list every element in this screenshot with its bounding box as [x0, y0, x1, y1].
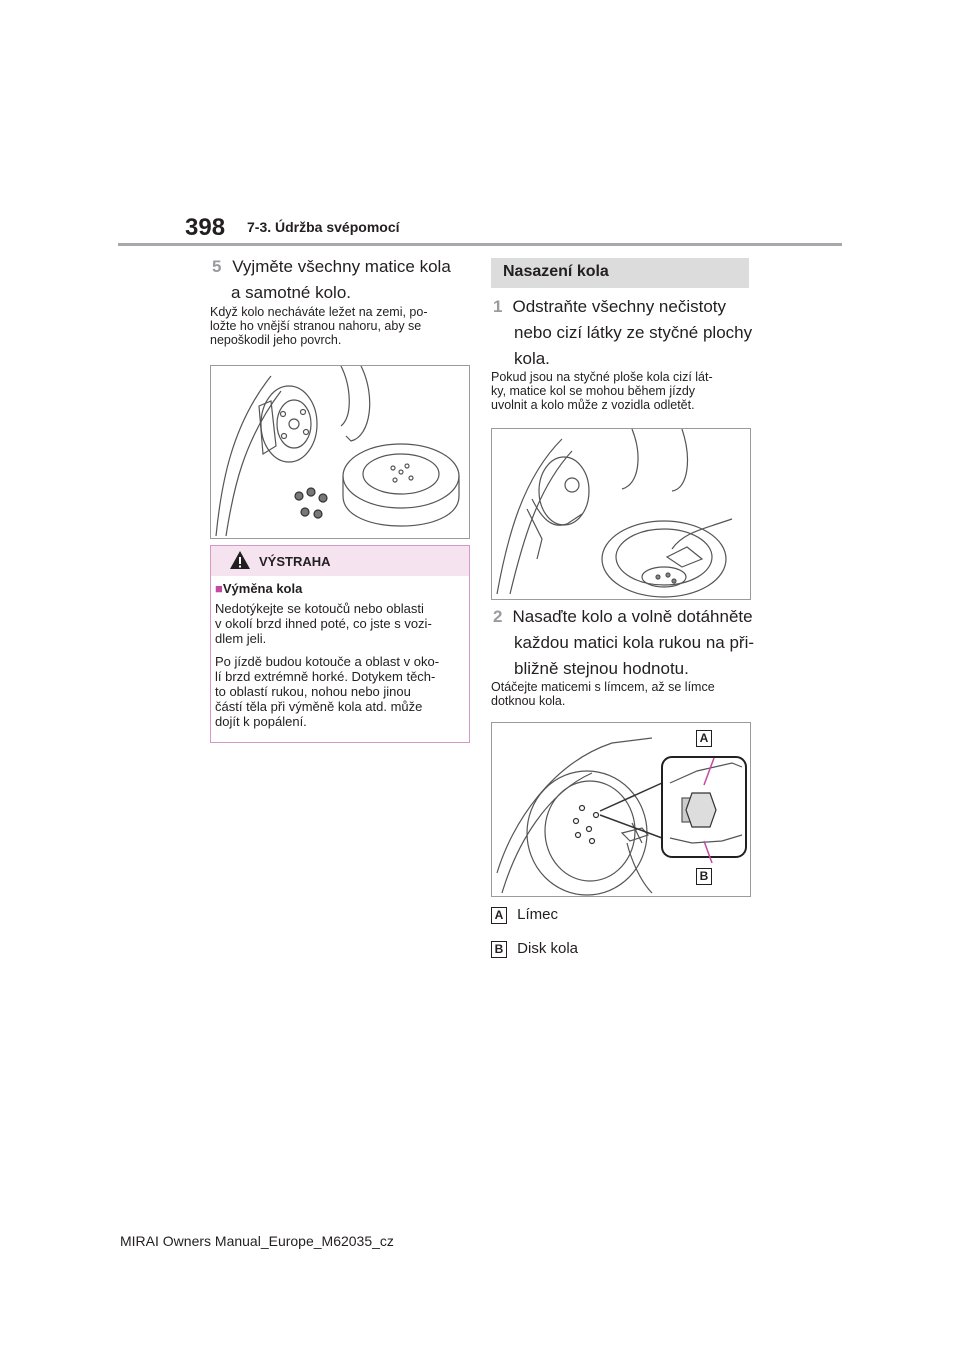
step-text-line: Nasaďte kolo a volně dotáhněte [512, 607, 753, 626]
step-text-line: a samotné kolo. [231, 283, 352, 302]
figure-cleaning-surfaces [491, 428, 751, 600]
figure-wheel-removed [210, 365, 470, 539]
warning-paragraph-1 [215, 601, 465, 646]
warning-triangle-icon [229, 550, 251, 570]
legend-key: B [491, 941, 507, 958]
callout-b: B [696, 868, 712, 885]
note-collar-nuts [491, 680, 756, 708]
note-line: Když kolo necháváte ležet na zemi, po- [210, 305, 428, 319]
note-line: dotknou kola. [491, 694, 566, 708]
warning-title: VÝSTRAHA [259, 554, 331, 569]
warning-subheading-text: Výměna kola [222, 581, 303, 596]
note-wheel-storage [210, 305, 472, 347]
warning-line: lí brzd extrémně horké. Dotykem těch- [215, 669, 436, 684]
warning-box [210, 545, 470, 743]
note-line: ky, matice kol se mohou během jízdy [491, 384, 696, 398]
callout-a: A [696, 730, 712, 747]
note-line: uvolnit a kolo může z vozidla odletět. [491, 398, 695, 412]
note-line: ložte ho vnější stranou nahoru, aby se [210, 319, 422, 333]
warning-header [211, 546, 469, 576]
square-bullet-icon: ■ [215, 581, 223, 596]
section-bar-title: Nasazení kola [503, 263, 609, 280]
warning-line: Nedotýkejte se kotoučů nebo oblasti [215, 601, 424, 616]
warning-line: částí těla při výměně kola atd. může [215, 699, 423, 714]
step-text-line: každou matici kola rukou na při- [514, 633, 755, 652]
step-1 [493, 294, 758, 372]
legend-item-a [491, 906, 558, 924]
step-text-line: nebo cizí látky ze styčné plochy [514, 323, 753, 342]
page-number: 398 [185, 214, 226, 241]
warning-line: Po jízdě budou kotouče a oblast v oko- [215, 654, 440, 669]
warning-paragraph-2 [215, 654, 465, 729]
step-5 [212, 254, 472, 306]
legend-key: A [491, 907, 507, 924]
step-text-line: bližně stejnou hodnotu. [514, 659, 689, 678]
warning-line: dojít k popálení. [215, 714, 307, 729]
step-number: 1 [493, 297, 503, 316]
note-line: Otáčejte maticemi s límcem, až se límce [491, 680, 715, 694]
header-rule [118, 243, 842, 246]
legend-text: Disk kola [517, 940, 579, 957]
note-foreign-matter [491, 370, 756, 412]
warning-line: v okolí brzd ihned poté, co jste s vozi- [215, 616, 432, 631]
section-bar [491, 258, 749, 288]
step-2 [493, 604, 758, 682]
step-number: 5 [212, 257, 222, 276]
step-text-line: kola. [514, 349, 550, 368]
warning-line: dlem jeli. [215, 631, 267, 646]
section-title: 7-3. Údržba svépomocí [247, 219, 400, 235]
legend-item-b [491, 940, 578, 958]
warning-line: to oblastí rukou, nohou nebo jinou [215, 684, 411, 699]
step-text-line: Vyjměte všechny matice kola [232, 257, 451, 276]
legend-text: Límec [517, 906, 559, 923]
figure-collar-nut-detail [491, 722, 751, 897]
note-line: Pokud jsou na styčné ploše kola cizí lát- [491, 370, 713, 384]
step-text-line: Odstraňte všechny nečistoty [512, 297, 727, 316]
footer-text: MIRAI Owners Manual_Europe_M62035_cz [120, 1233, 394, 1249]
warning-subheading [215, 581, 302, 596]
note-line: nepoškodil jeho povrch. [210, 333, 342, 347]
step-number: 2 [493, 607, 503, 626]
